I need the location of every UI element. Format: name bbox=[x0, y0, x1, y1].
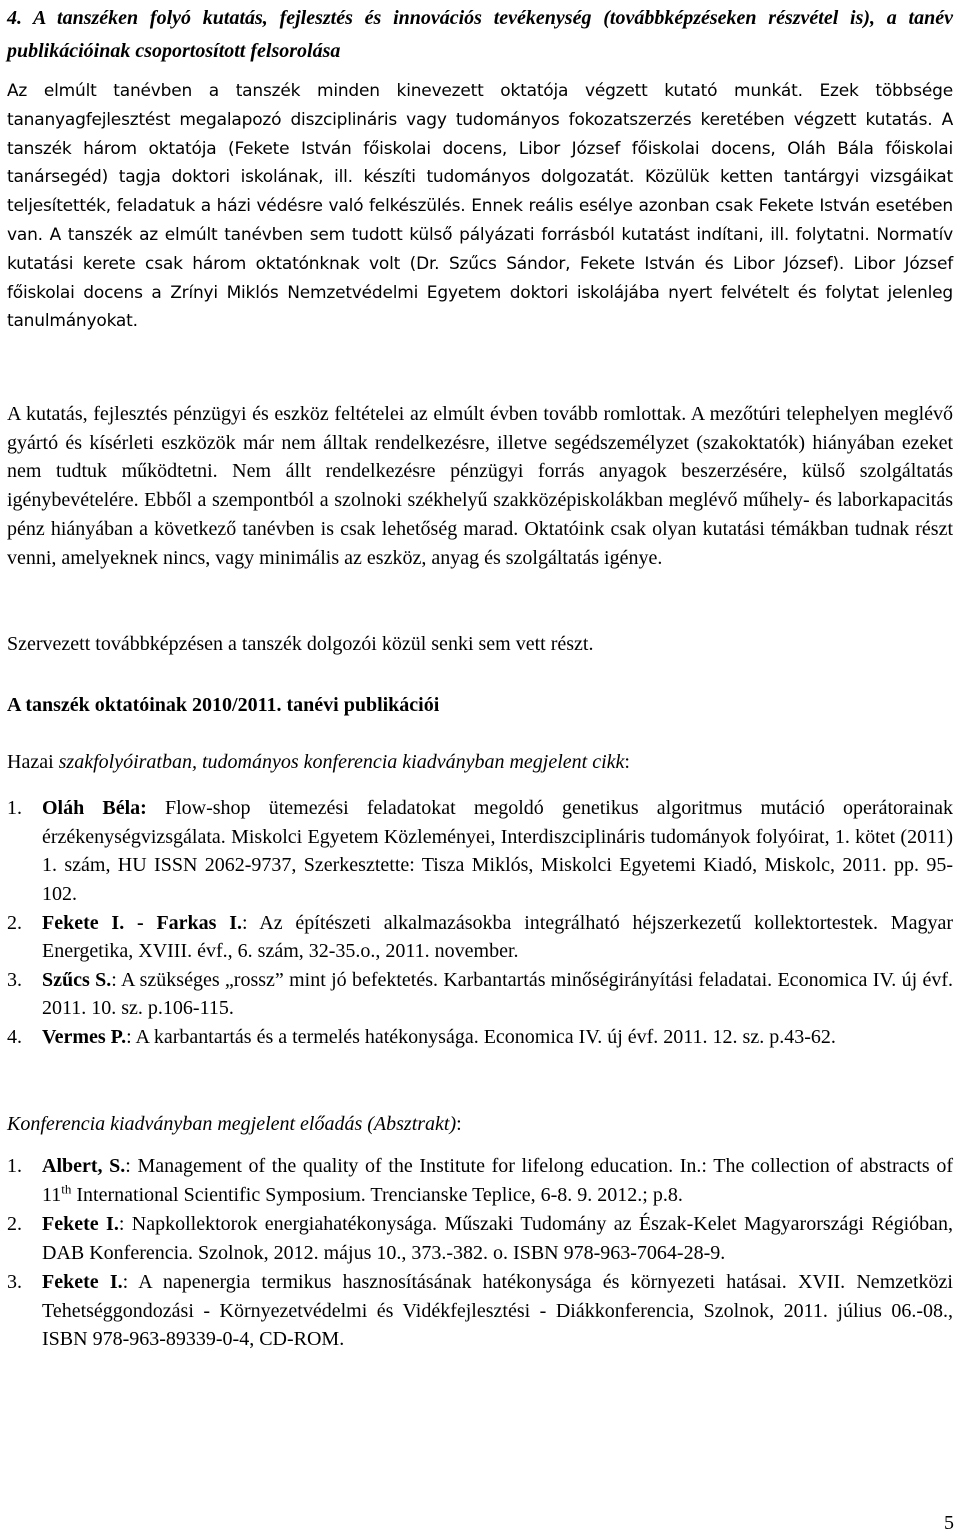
item-author: Szűcs S. bbox=[42, 968, 112, 991]
section2-italic: Konferencia kiadványban megjelent előadás (Absztrakt) bbox=[7, 1113, 457, 1135]
item-text: : Management of the quality of the Institute for lifelong education. In.: The collection of abstracts of 11 bbox=[42, 1155, 953, 1206]
section2-heading bbox=[7, 1110, 953, 1138]
item-text: : Az építészeti alkalmazásokba integrálható héjszerkezetű kollektortestek. Magyar Energetika, XVIII. évf., 6. szám, 32-35.o., 2011. november. bbox=[42, 911, 954, 962]
item-text: : Napkollektorok energiahatékonysága. Műszaki Tudomány az Észak-Kelet Magyarországi Régióban, DAB Konferencia. Szolnok, 2012. május 10., 373.-382. o. ISBN 978-963-7064-28-9. bbox=[42, 1213, 953, 1264]
item-author: Albert, S. bbox=[42, 1155, 126, 1177]
item-number: 2. bbox=[7, 1213, 22, 1235]
item-author: Vermes P. bbox=[42, 1025, 127, 1048]
item-number: 3. bbox=[7, 1271, 22, 1293]
item-author: Fekete I. bbox=[42, 1213, 119, 1235]
item-superscript: th bbox=[61, 1180, 72, 1196]
presentation-item bbox=[7, 1152, 953, 1209]
training-paragraph: Szervezett továbbképzésen a tanszék dolgozói közül senki sem vett részt. bbox=[7, 633, 594, 655]
publication-item bbox=[7, 1023, 953, 1052]
section1-italic: szakfolyóiratban, tudományos konferencia kiadványban megjelent cikk bbox=[58, 751, 625, 773]
item-number: 3. bbox=[7, 968, 22, 991]
item-author: Fekete I. - Farkas I. bbox=[42, 911, 243, 934]
publication-item bbox=[7, 909, 953, 966]
section2-list bbox=[7, 1152, 953, 1354]
publication-item bbox=[7, 794, 953, 908]
item-text-continued: International Scientific Symposium. Trencianske Teplice, 6-8. 9. 2012.; p.8. bbox=[71, 1183, 683, 1206]
section1-heading bbox=[7, 748, 953, 776]
section1-suffix: : bbox=[624, 751, 630, 773]
page-number: 5 bbox=[944, 1512, 954, 1534]
section-heading: 4. A tanszéken folyó kutatás, fejlesztés és innovációs tevékenység (továbbképzéseken részvétel is), a tanév publikációinak csoportosított felsorolása bbox=[7, 7, 953, 62]
funding-paragraph: A kutatás, fejlesztés pénzügyi és eszköz feltételei az elmúlt évben tovább romlottak. A mezőtúri telephelyen meglévő gyártó és kísérleti eszközök már nem álltak rendelkezésre, illetve segédszemélyzet (szakoktatók) hiányában ezeket nem tudtuk működtetni. Nem állt rendelkezésre pénzügyi forrás anyagok beszerzésére, külső szolgáltatás igénybevételére. Ebből a szempontból a szolnoki székhelyű szakközépiskolákban meglévő műhely- és laborkapacitás pénz hiányában a következő tanévben is csak lehetőség marad. Oktatóink csak olyan kutatási témákban tudnak részt venni, amelyeknek nincs, vagy minimális az eszköz, anyag és szolgáltatás igénye. bbox=[7, 403, 953, 569]
section1-prefix: Hazai bbox=[7, 751, 59, 773]
item-author: Fekete I. bbox=[42, 1271, 123, 1293]
item-number: 2. bbox=[7, 911, 22, 934]
item-number: 4. bbox=[7, 1025, 22, 1048]
item-text: : A napenergia termikus hasznosításának hatékonysága és környezeti hatásai. XVII. Nemzetközi Tehetséggondozási - Környezetvédelmi és Vidékfejlesztési - Diákkonferencia, Szolnok, 2011. július 06.-08., ISBN 978-963-89339-0-4, CD-ROM. bbox=[42, 1271, 953, 1350]
section2-suffix: : bbox=[456, 1113, 462, 1135]
item-text: Flow-shop ütemezési feladatokat megoldó genetikus algoritmus mutáció operátorainak érzékenységvizsgálata. Miskolci Egyetem Közleményei, Interdiszciplináris tudományok folyóirat, 1. kötet (2011) 1. szám, HU ISSN 2062-9737, Szerkesztette: Tisza Miklós, Miskolci Egyetemi Kiadó, Miskolc, 2011. pp. 95-102. bbox=[42, 797, 953, 905]
item-number: 1. bbox=[7, 1155, 22, 1177]
item-text: : A szükséges „rossz” mint jó befektetés. Karbantartás minőségirányítási feladatai. Economica IV. új évf. 2011. 10. sz. p.106-115. bbox=[42, 968, 953, 1019]
presentation-item bbox=[7, 1210, 953, 1267]
item-number: 1. bbox=[7, 797, 22, 819]
item-text: : A karbantartás és a termelés hatékonysága. Economica IV. új évf. 2011. 12. sz. p.43-62. bbox=[126, 1025, 836, 1048]
presentation-item bbox=[7, 1268, 953, 1354]
publications-title: A tanszék oktatóinak 2010/2011. tanévi publikációi bbox=[7, 694, 440, 716]
item-author: Oláh Béla: bbox=[42, 797, 147, 819]
publication-item bbox=[7, 966, 953, 1023]
research-paragraph: Az elmúlt tanévben a tanszék minden kinevezett oktatója végzett kutató munkát. Ezek többsége tananyagfejlesztést megalapozó diszciplináris vagy tudományos fokozatszerzés keretében végzett kutatás. A tanszék három oktatója (Fekete István főiskolai docens, Libor József főiskolai docens, Oláh Bála főiskolai tanársegéd) tagja doktori iskolának, ill. készíti tudományos dolgozatát. Közülük ketten tantárgyi vizsgáikat teljesítették, feladatuk a házi védésre való felkészülés. Ennek reális esélye azonban csak Fekete István esetében van. A tanszék az elmúlt tanévben sem tudott külső pályázati forrásból kutatást indítani, ill. folytatni. Normatív kutatási kerete csak három oktatónknak volt (Dr. Szűcs Sándor, Fekete István és Libor József). Libor József főiskolai docens a Zrínyi Miklós Nemzetvédelmi Egyetem doktori iskolájába nyert felvételt és folytat jelenleg tanulmányokat. bbox=[7, 81, 953, 332]
section1-list bbox=[7, 794, 953, 1051]
